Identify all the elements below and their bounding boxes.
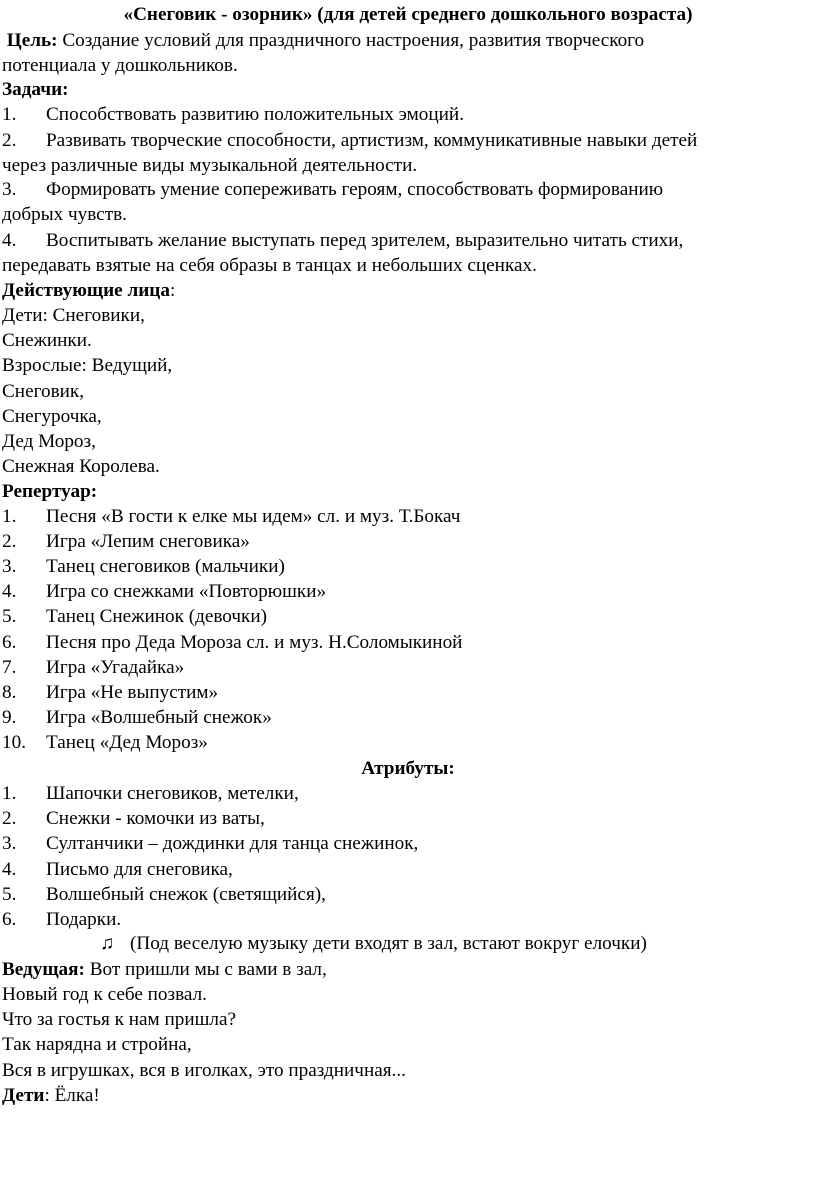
character-line: Снеговик,	[2, 381, 85, 402]
attribute-item: Снежки - комочки из ваты,	[46, 808, 265, 829]
goal-text-1: Создание условий для праздничного настроения, развития творческого	[62, 30, 645, 51]
script-line: Так нарядна и стройна,	[2, 1034, 192, 1055]
kids-text: : Ёлка!	[44, 1085, 100, 1106]
characters-colon: :	[169, 280, 176, 301]
character-line: Дети: Снеговики,	[2, 305, 145, 326]
script-line: Что за гостья к нам пришла?	[2, 1009, 236, 1030]
script-line: Новый год к себе позвал.	[2, 984, 207, 1005]
repertoire-number: 2.	[2, 531, 17, 552]
task-number: 1.	[2, 104, 17, 125]
repertoire-number: 4.	[2, 581, 17, 602]
repertoire-number: 10.	[2, 732, 26, 753]
repertoire-item: Песня про Деда Мороза сл. и муз. Н.Соломыкиной	[46, 632, 463, 653]
characters-heading	[2, 278, 175, 303]
attribute-number: 4.	[2, 859, 17, 880]
attribute-number: 6.	[2, 909, 17, 930]
repertoire-number: 3.	[2, 556, 17, 577]
task-text: Формировать умение сопереживать героям, способствовать формированию	[46, 179, 664, 200]
goal-label: Цель:	[6, 30, 58, 51]
attribute-item: Шапочки снеговиков, метелки,	[46, 783, 299, 804]
repertoire-number: 6.	[2, 632, 17, 653]
attribute-item: Подарки.	[46, 909, 122, 930]
repertoire-number: 1.	[2, 506, 17, 527]
task-text: Воспитывать желание выступать перед зрителем, выразительно читать стихи,	[46, 230, 684, 251]
characters-label: Действующие лица	[2, 280, 170, 301]
goal-line	[2, 28, 644, 53]
task-text: Развивать творческие способности, артистизм, коммуникативные навыки детей	[46, 130, 698, 151]
repertoire-item: Игра «Не выпустим»	[46, 682, 219, 703]
host-label: Ведущая:	[2, 959, 85, 980]
task-text: Способствовать развитию положительных эмоций.	[46, 104, 465, 125]
task-number: 2.	[2, 130, 17, 151]
task-number: 3.	[2, 179, 17, 200]
host-text: Вот пришли мы с вами в зал,	[89, 959, 327, 980]
task-number: 4.	[2, 230, 17, 251]
attribute-item: Волшебный снежок (светящийся),	[46, 884, 326, 905]
repertoire-number: 5.	[2, 606, 17, 627]
character-line: Дед Мороз,	[2, 431, 96, 452]
character-line: Снежинки.	[2, 330, 92, 351]
script-line: Вся в игрушках, вся в иголках, это праздничная...	[2, 1060, 406, 1081]
goal-text-2: потенциала у дошкольников.	[2, 55, 238, 76]
character-line: Взрослые: Ведущий,	[2, 355, 173, 376]
attribute-item: Письмо для снеговика,	[46, 859, 233, 880]
stage-direction: (Под веселую музыку дети входят в зал, встают вокруг елочки)	[130, 933, 647, 954]
repertoire-item: Игра «Волшебный снежок»	[46, 707, 272, 728]
host-line	[2, 957, 327, 982]
attribute-number: 3.	[2, 833, 17, 854]
repertoire-item: Игра со снежками «Повторюшки»	[46, 581, 327, 602]
attributes-label: Атрибуты:	[361, 758, 455, 779]
attribute-number: 5.	[2, 884, 17, 905]
repertoire-item: Песня «В гости к елке мы идем» сл. и муз. Т.Бокач	[46, 506, 461, 527]
repertoire-item: Танец Снежинок (девочки)	[46, 606, 268, 627]
character-line: Снежная Королева.	[2, 456, 160, 477]
repertoire-item: Игра «Лепим снеговика»	[46, 531, 250, 552]
repertoire-number: 7.	[2, 657, 17, 678]
repertoire-item: Танец снеговиков (мальчики)	[46, 556, 285, 577]
kids-label: Дети	[2, 1085, 45, 1106]
repertoire-number: 9.	[2, 707, 17, 728]
attribute-item: Султанчики – дождинки для танца снежинок,	[46, 833, 419, 854]
kids-line	[2, 1083, 100, 1108]
attribute-number: 2.	[2, 808, 17, 829]
document-title: «Снеговик - озорник» (для детей среднего дошкольного возраста)	[123, 4, 693, 25]
repertoire-item: Игра «Угадайка»	[46, 657, 185, 678]
attribute-number: 1.	[2, 783, 17, 804]
character-line: Снегурочка,	[2, 406, 102, 427]
tasks-label: Задачи:	[2, 79, 69, 100]
task-text-cont: передавать взятые на себя образы в танцах и небольших сценках.	[2, 255, 537, 276]
music-note-icon: ♫	[100, 933, 115, 954]
repertoire-item: Танец «Дед Мороз»	[46, 732, 208, 753]
repertoire-number: 8.	[2, 682, 17, 703]
task-text-cont: через различные виды музыкальной деятельности.	[2, 155, 418, 176]
task-text-cont: добрых чувств.	[2, 204, 127, 225]
repertoire-label: Репертуар:	[2, 481, 98, 502]
